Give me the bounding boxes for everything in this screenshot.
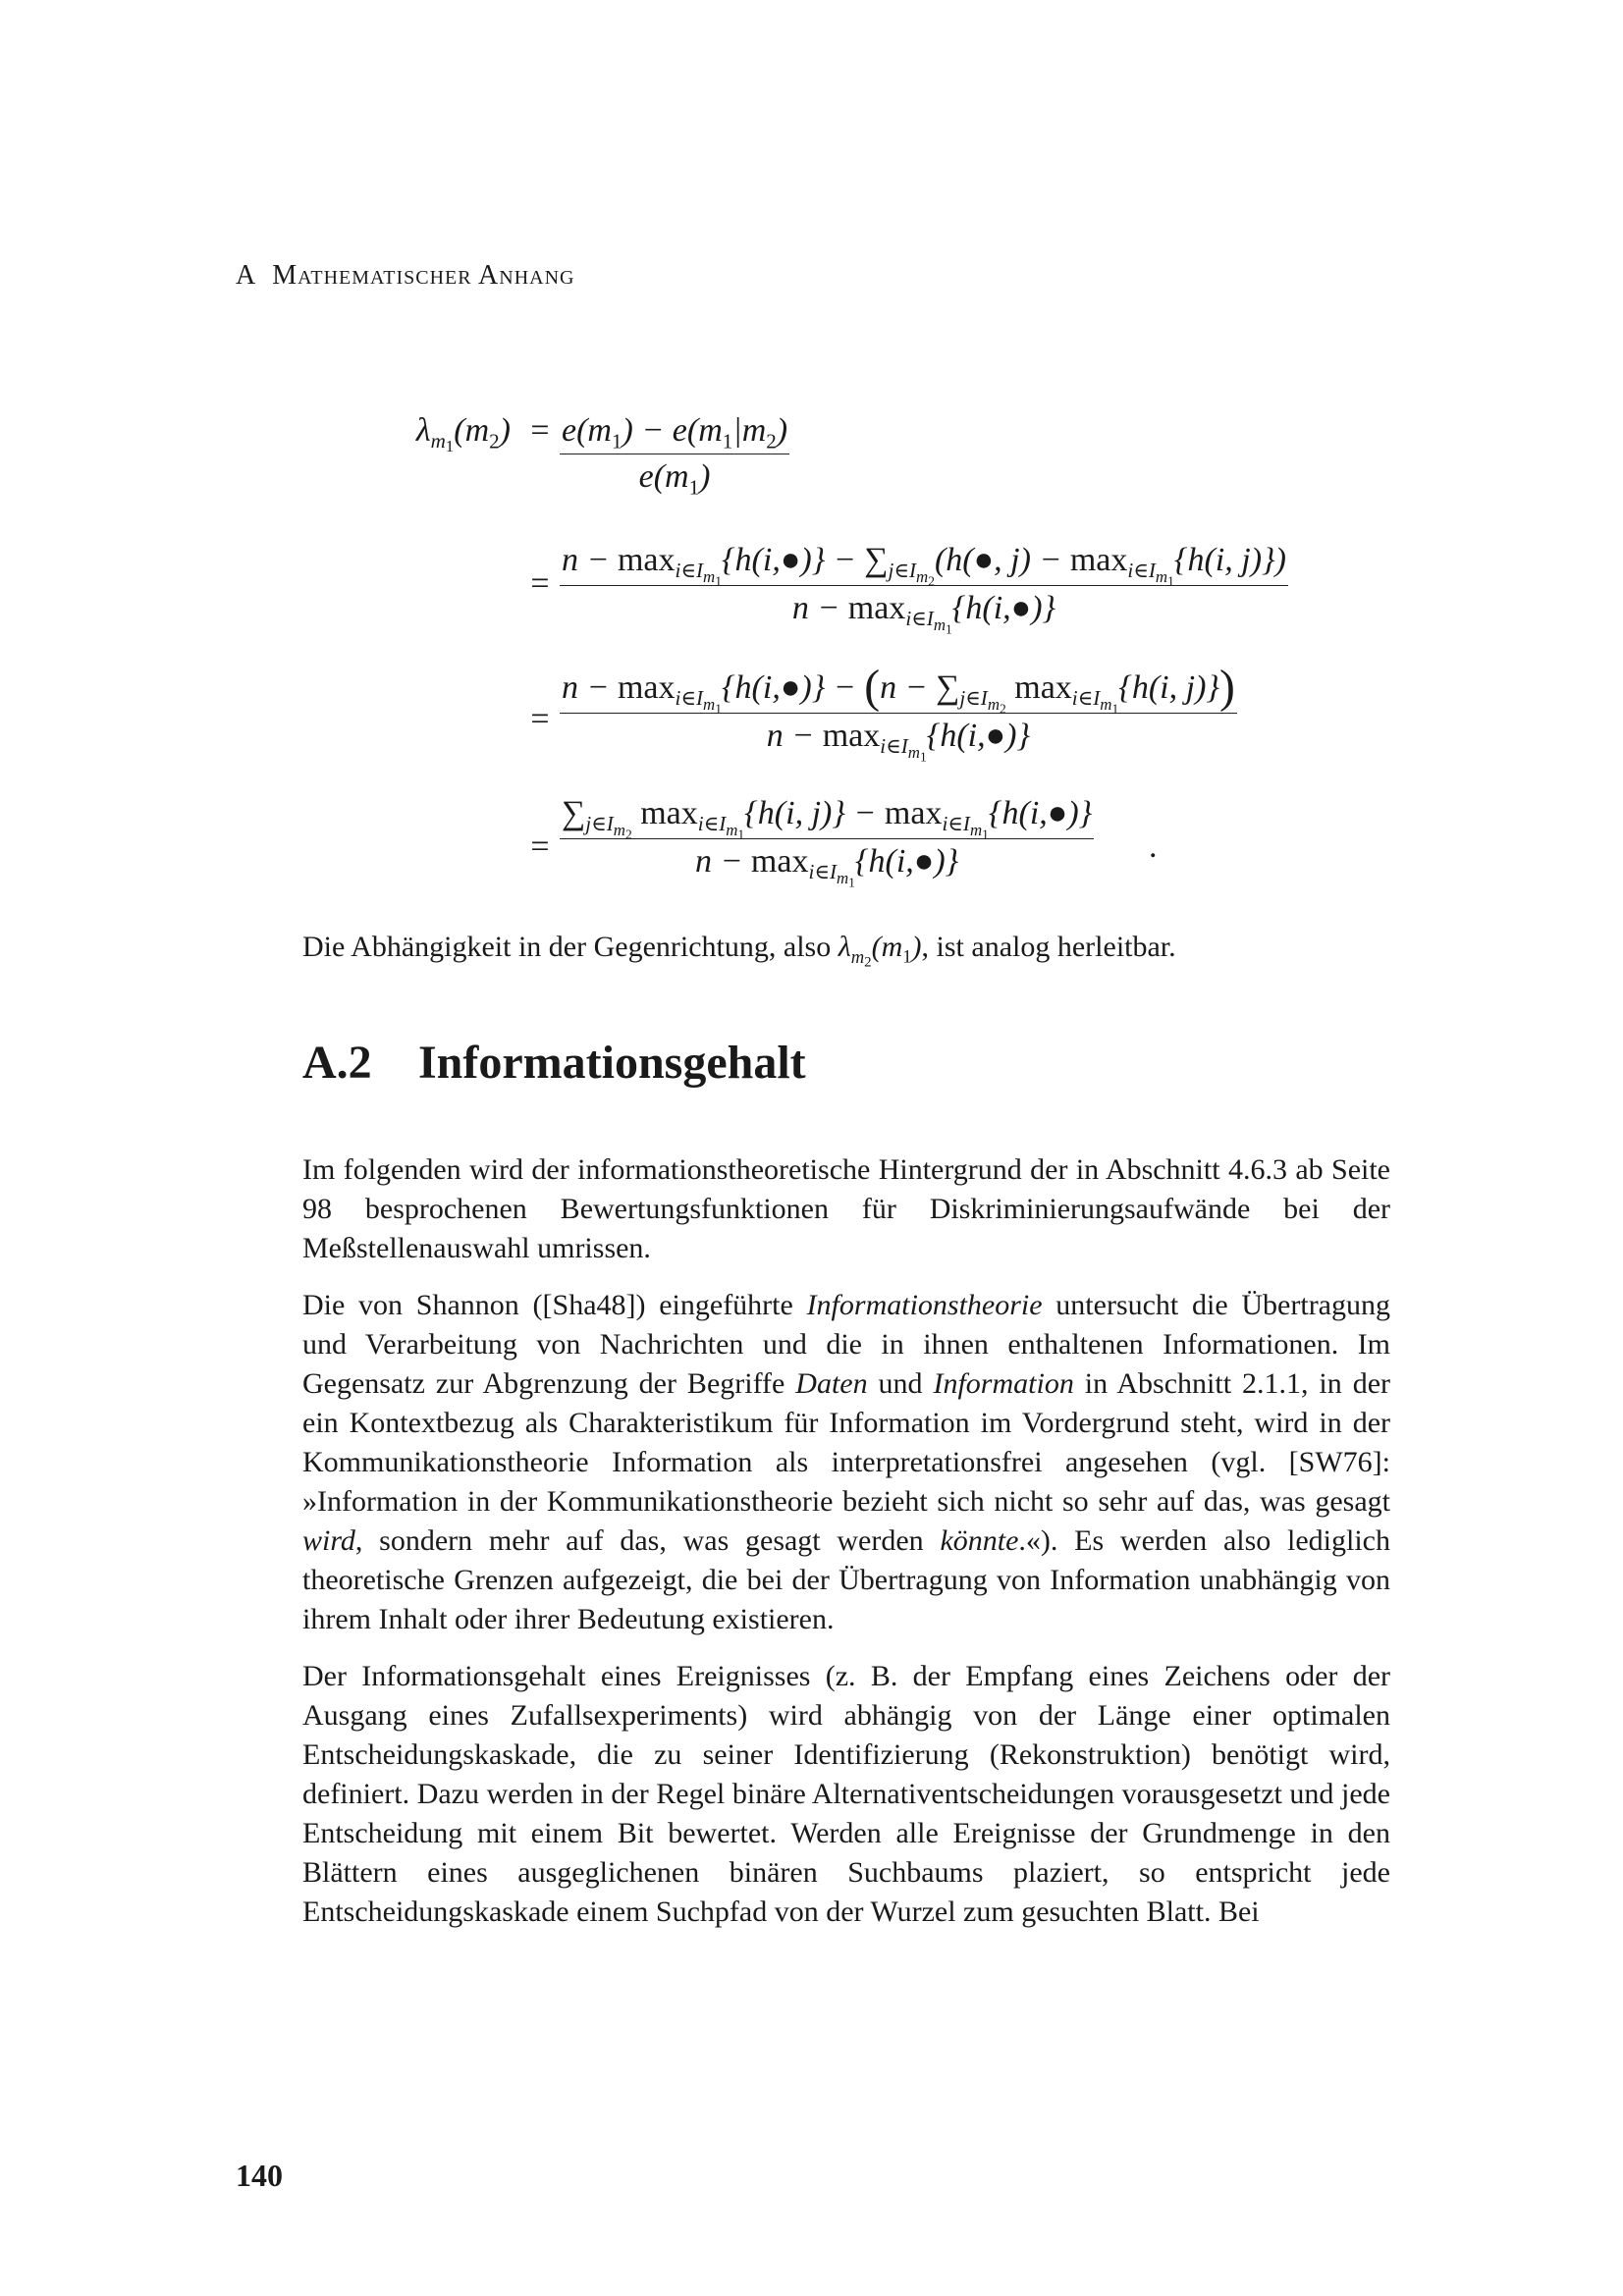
term-informationstheorie: Informationstheorie bbox=[806, 1289, 1043, 1321]
p2-text: und bbox=[867, 1367, 934, 1400]
followup-text-before: Die Abhängigkeit in der Gegenrichtung, also bbox=[302, 931, 839, 963]
p2-text: in Abschnitt 2.1.1, in der ein Kontextbezug als Charakteristikum für Information im Vordergrund steht, wird in der Kommunikationstheorie Information als interpretationsfrei angesehen (vgl. [SW76]: »Information in der Kommunikationstheorie bezieht sich nicht so sehr auf das, was gesagt bbox=[302, 1367, 1390, 1518]
p2-text: Die von Shannon ([Sha48]) eingeführte bbox=[302, 1289, 807, 1321]
followup-text-after: , ist analog herleitbar. bbox=[921, 931, 1176, 963]
equals-sign: = bbox=[530, 565, 550, 602]
fraction-step-1: $e(m_1) - e(m_1|m_2)$ $e(m_1)$ bbox=[562, 412, 788, 500]
section-heading bbox=[302, 1036, 806, 1090]
term-information: Information bbox=[933, 1367, 1074, 1400]
equation-lhs: $\lambda_{m_1}(m_2)$ bbox=[415, 412, 511, 456]
equation-period: . bbox=[1149, 828, 1158, 865]
equation-followup-sentence bbox=[302, 931, 1333, 971]
emph-wird: wird bbox=[302, 1524, 355, 1557]
fraction-step-4: $\sum_{j\in I_{m_2}}$ $\max_{i\in I_{m_1}}\{h(i$, $j)\} - \max_{i\in I_{m_1}}\{h(i,●)\}$ $n - \max_{i\in I_{m_1}}\{h(i,●)\}$ bbox=[562, 795, 1093, 889]
page-number: 140 bbox=[236, 2158, 283, 2193]
running-head-title: Mathematischer Anhang bbox=[272, 260, 575, 291]
fraction-step-3: $n - \max_{i\in I_{m_1}}\{h(i,●)\} - (n - \sum_{j\in I_{m_2}}$ $\max_{i\in I_{m_1}}\{h(i$, j)}) $n - \max_{i\in I_{m_1}}\{h(i,●)\}$ bbox=[562, 661, 1235, 764]
paragraph-3: Der Informationsgehalt eines Ereignisses (z. B. der Empfang eines Zeichens oder der Ausgang eines Zufallsexperiments) wird abhängig von der Länge einer optimalen Entscheidungskaskade, die zu seiner Identifizierung (Rekonstruktion) benötigt wird, definiert. Dazu werden in der Regel binäre Alternativentscheidungen vorausgesetzt und jede Entscheidung mit einem Bit bewertet. Werden alle Ereignisse der Grundmenge in den Blättern eines ausgeglichenen binären Suchbaums plaziert, so entspricht jede Entscheidungskaskade einem Suchpfad von der Wurzel zum gesuchten Blatt. Bei bbox=[302, 1660, 1390, 1928]
paragraph-1: Im folgenden wird der informationstheoretische Hintergrund der in Abschnitt 4.6.3 ab Seite 98 besprochenen Bewertungsfunktionen für Diskriminierungsaufwände bei der Meßstellenauswahl umrissen. bbox=[302, 1153, 1390, 1264]
inline-math-lambda: $\lambda_{m_2}(m_1)$ bbox=[838, 931, 922, 971]
running-head-prefix: A bbox=[236, 260, 257, 291]
fraction-step-2: $n - \max_{i\in I_{m_1}}\{h(i,●)\}$ − $\sum_{j\in I_{m_2}}(h(●$, $j) - \max_{i\in I_{m_1}}\{h(i$, j)}) $n - \max_{i\in I_{m_1}}\{h(i,●)\}$ bbox=[562, 542, 1286, 636]
section-title: Informationsgehalt bbox=[418, 1037, 806, 1089]
running-head bbox=[236, 260, 574, 292]
equals-sign: = bbox=[530, 828, 550, 865]
p2-text: .«). Es werden also lediglich theoretische Grenzen aufgezeigt, die bei der Übertragung von Information unabhängig von ihrem Inhalt oder ihrer Bedeutung existieren. bbox=[302, 1524, 1390, 1635]
emph-koennte: könnte bbox=[940, 1524, 1019, 1557]
p2-text: untersucht die Übertragung und Verarbeitung von Nachrichten und die in ihnen enthaltenen Informationen. Im Gegensatz zur Abgrenzung der Begriffe bbox=[302, 1289, 1390, 1400]
term-daten: Daten bbox=[795, 1367, 868, 1400]
p2-text: , sondern mehr auf das, was gesagt werden bbox=[354, 1524, 941, 1557]
equals-sign: = bbox=[530, 412, 550, 449]
paragraph-2 bbox=[302, 1286, 1390, 1639]
body-text bbox=[302, 1150, 1390, 1949]
equals-sign: = bbox=[530, 701, 550, 737]
section-number: A.2 bbox=[302, 1037, 372, 1089]
